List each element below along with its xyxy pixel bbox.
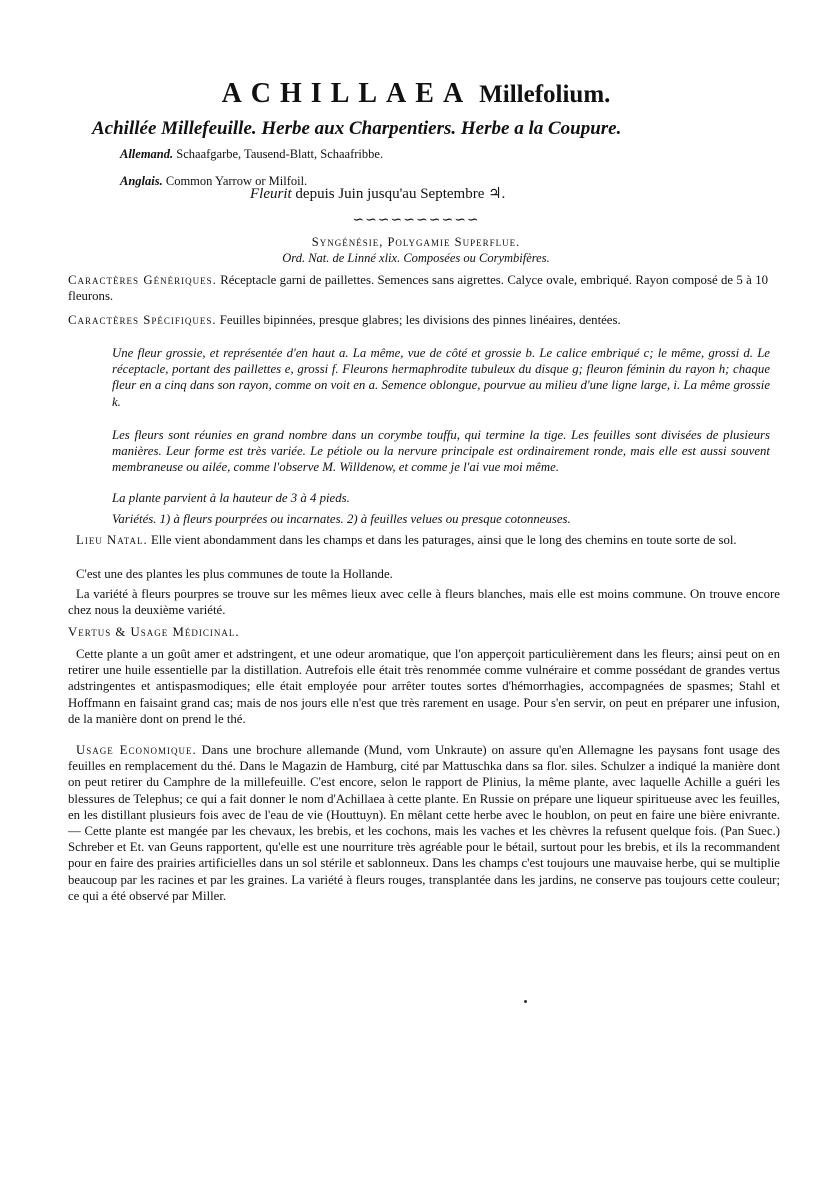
varieties: Variétés. 1) à fleurs pourprées ou incarnates. 2) à feuilles velues ou presque cotonneuses. <box>112 512 571 526</box>
medicinal-text: Cette plante a un goût amer et adstringent, et une odeur aromatique, que l'on apperçoit particulièrement dans les fleurs; ainsi peut on en retirer une huile essentielle par la distillation. Autrefois elle était très renommée comme vulnéraire et comme possédant de grandes vertus adstringentes et antispasmodiques; elle était employée pour arrêter toutes sortes d'hémorrhagies, accompagnées de spasmes; Stahl et Hoffmann en faisaint grand cas; mais de nos jours elle n'est que très rarement en usage. Pour s'en servir, on peut en préparer une infusion, de la manière dont on prend le thé. <box>68 647 780 726</box>
economic-use <box>68 742 780 904</box>
flowering-text: depuis Juin jusqu'au Septembre ♃. <box>295 186 506 202</box>
english-label: Anglais. <box>120 174 163 188</box>
specific-characters-text: Feuilles bipinnées, presque glabres; les divisions des pinnes linéaires, dentées. <box>219 313 621 327</box>
medicinal-heading <box>68 624 780 640</box>
genus-name: ACHILLAEA <box>221 78 473 109</box>
french-names: Achillée Millefeuille. Herbe aux Charpentiers. Herbe a la Coupure. <box>92 118 622 139</box>
generic-characters <box>68 272 768 304</box>
plant-height: La plante parvient à la hauteur de 3 à 4 pieds. <box>112 491 350 505</box>
native-habitat-text: Elle vient abondamment dans les champs et dans les paturages, ainsi que le long des chemins en toute sorte de sol. <box>150 533 737 547</box>
ornament-divider: ∽∽∽∽∽∽∽∽∽∽ <box>352 213 480 228</box>
generic-characters-text: Réceptacle garni de paillettes. Semences sans aigrettes. Calyce ovale, embriqué. Rayon composé de 5 à 10 fleurons. <box>68 273 768 304</box>
native-habitat-label: Lieu Natal. <box>76 533 148 547</box>
german-label: Allemand. <box>120 147 174 161</box>
german-names: Schaafgarbe, Tausend-Blatt, Schaafribbe. <box>176 147 384 161</box>
page-speck <box>524 1000 527 1003</box>
specific-characters-label: Caractères Spécifiques. <box>68 313 217 327</box>
flowering-line <box>250 186 505 202</box>
common-note: C'est une des plantes les plus communes de toute la Hollande. <box>76 567 393 581</box>
variety-note: La variété à fleurs pourpres se trouve sur les mêmes lieux avec celle à fleurs blanches, mais elle est moins commune. On trouve encore chez nous la deuxième variété. <box>68 587 780 618</box>
flowering-label: Fleurit <box>250 186 292 202</box>
linnaean-class: Syngénésie, Polygamie Superflue. <box>311 235 521 249</box>
species-name: Millefolium. <box>479 81 611 108</box>
economic-use-text: Dans une brochure allemande (Mund, vom Unkraute) on assure qu'en Allemagne les paysans font usage des feuilles en remplacement du thé. Dans le Magazin de Hamburg, cité par Mattuschka dans sa flor. siles. Schulzer a indiqué la manière dont on peut retirer du Camphre de la millefeuille. C'est encore, selon le rapport de Plinius, la même plante, avec laquelle Achille a guéri les blessures de Telephus; ce qui a fait donner le nom d'Achillaea à cette plante. En Russie on prépare une liqueur spiritueuse avec les feuilles, en les distillant plusieurs fois avec de l'eau de vie (Houttuyn). En mêlant cette herbe avec le houblon, on peut en faire une bière enivrante. — Cette plante est mangée par les chevaux, les brebis, et les cochons, mais les vaches et les chèvres la refusent quelque fois. (Pan Suec.) Schreber et Et. van Geuns rapportent, qu'elle est une nourriture très agréable pour le bétail, surtout pour les brebis, et ils la recommandent pour en faire des prairies artificielles dans un sol stérile et sablonneux. Dans les champs c'est toujours une mauvaise herbe, qui se multiplie beaucoup par les racines et par les graines. La variété à fleurs rouges, transplantée dans les jardins, ne conserve pas toujours cette couleur; ce qui a été observé par Miller. <box>68 743 780 903</box>
medicinal-label: Vertus & Usage Médicinal. <box>68 625 240 639</box>
figure-description: Une fleur grossie, et représentée d'en haut a. La même, vue de côté et grossie b. Le calice embriqué c; le même, grossi d. Le réceptacle, portant des paillettes e, grossi f. Fleurons hermaphrodite tubuleux du disque g; fleuron féminin du rayon h; chaque fleur en a cinq dans son rayon, comme on voit en a. Semence oblongue, pourvue au milieu d'une ligne large, i. La même grossie k. <box>112 346 770 409</box>
plant-title <box>0 78 832 111</box>
natural-order: Ord. Nat. de Linné xlix. Composées ou Corymbifères. <box>282 251 550 265</box>
german-names-line <box>120 146 383 162</box>
native-habitat <box>68 532 780 548</box>
generic-characters-label: Caractères Génériques. <box>68 273 217 287</box>
english-names: Common Yarrow or Milfoil. <box>165 174 308 188</box>
flowers-description: Les fleurs sont réunies en grand nombre dans un corymbe touffu, qui termine la tige. Les feuilles sont divisées de plusieurs manières. Leur forme est très variée. Le pétiole ou la nervure principale est ordinairement ronde, mais elle est aussi souvent membraneuse ou ailée, comme l'observe M. Willdenow, et comme je l'ai vue moi même. <box>112 428 770 475</box>
economic-use-label: Usage Economique. <box>76 743 197 757</box>
specific-characters <box>68 312 768 328</box>
